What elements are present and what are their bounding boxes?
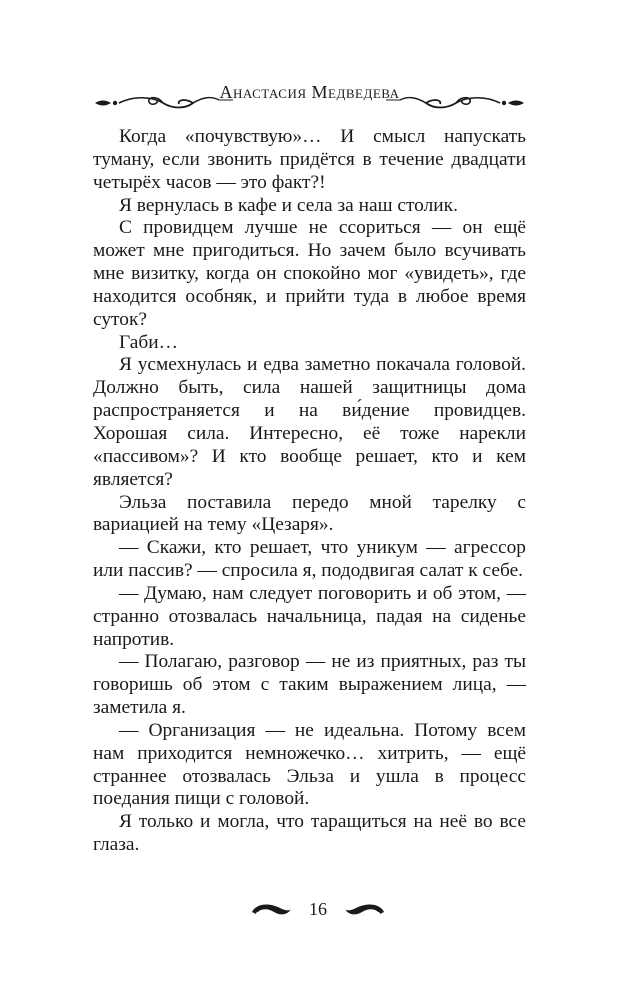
paragraph: Когда «почувствую»… И смысл напускать туману, если звонить придётся в течение двадцати четырёх часов — это факт?! [93,126,526,193]
paragraph: С провидцем лучше не ссориться — он ещё может мне пригодиться. Но зачем было всучивать мне визитку, когда он спокойно мог «увидеть», где находится особняк, и прийти туда в любое время суток? [93,217,526,330]
paragraph: — Полагаю, разговор — не из приятных, раз ты говоришь об этом с таким выражением лица, — заметила я. [93,651,526,719]
paragraph: Я усмехнулась и едва заметно покачала головой. Должно быть, сила нашей защитницы дома распространяется и на ви́дение провидцев. Хорошая сила. Интересно, её тоже нарекли «пассивом»? И кто вообще решает, кто и кем является? [93,354,526,490]
page-footer [250,896,386,924]
swash-right-icon [344,900,386,920]
paragraph: — Скажи, кто решает, что уникум — агрессор или пассив? — спросила я, пододвигая салат к себе. [93,537,526,582]
body-text [93,126,526,857]
paragraph: Эльза поставила передо мной тарелку с вариацией на тему «Цезаря». [93,491,526,536]
author-name: Анастасия Медведева [219,82,400,102]
paragraph: Габи… [119,331,178,353]
paragraph: Я только и могла, что таращиться на неё во все глаза. [93,811,526,856]
page-number: 16 [309,899,327,919]
paragraph: Я вернулась в кафе и села за наш столик. [119,194,458,216]
paragraph: — Думаю, нам следует поговорить и об этом, — странно отозвалась начальница, падая на сиденье напротив. [93,582,526,650]
running-header [93,74,526,114]
paragraph: — Организация — не идеальна. Потому всем нам приходится немножечко… хитрить, — ещё страннее отозвалась Эльза и ушла в процесс поедания пищи с головой. [93,719,526,810]
